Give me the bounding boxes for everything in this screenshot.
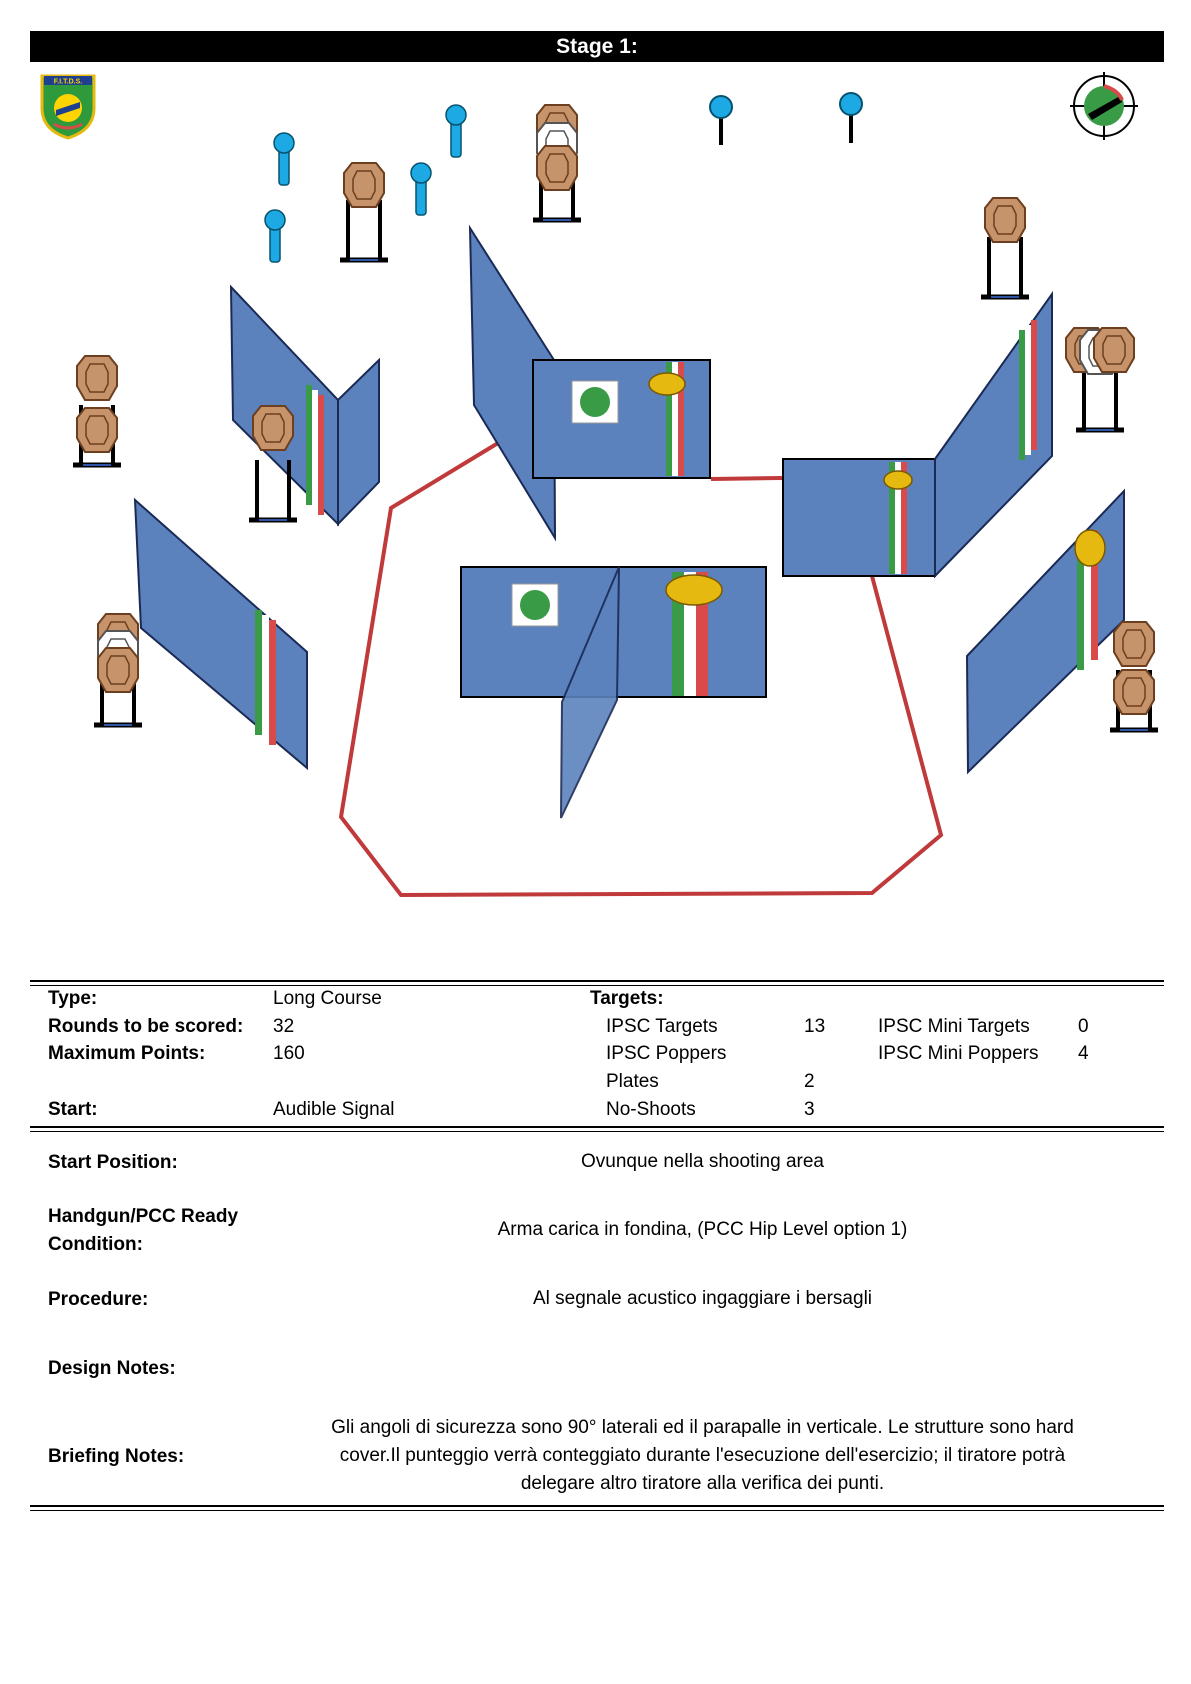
mini-poppers-value: 4 xyxy=(1078,1043,1089,1064)
start-position-value: Ovunque nella shooting area xyxy=(581,1151,824,1172)
points-label: Maximum Points: xyxy=(48,1043,206,1064)
start-position-label: Start Position: xyxy=(48,1152,178,1173)
ready-label-line2: Condition: xyxy=(48,1234,143,1255)
briefing-line-1: Gli angoli di sicurezza sono 90° laterali ed il parapalle in verticale. Le strutture sono hard xyxy=(331,1417,1074,1438)
target-right-lower xyxy=(1110,622,1158,730)
noshoots-label: No-Shoots xyxy=(606,1099,696,1120)
popper-2 xyxy=(265,210,285,262)
target-left-mid xyxy=(249,406,297,520)
target-group-top-center xyxy=(533,105,581,220)
procedure-label: Procedure: xyxy=(48,1289,149,1310)
wall-right-box xyxy=(783,459,935,576)
noshoots-value: 3 xyxy=(804,1099,815,1120)
start-label: Start: xyxy=(48,1099,98,1120)
mini-poppers-label: IPSC Mini Poppers xyxy=(878,1043,1039,1064)
wall-left-lower xyxy=(135,500,307,768)
popper-3 xyxy=(446,105,466,157)
mini-targets-value: 0 xyxy=(1078,1016,1089,1037)
svg-text:F.I.T.D.S.: F.I.T.D.S. xyxy=(53,78,83,86)
plate-1 xyxy=(710,96,732,145)
briefing-line-3: delegare altro tiratore alla verifica dei punti. xyxy=(520,1473,885,1494)
type-value: Long Course xyxy=(273,988,382,1009)
mini-targets-label: IPSC Mini Targets xyxy=(878,1016,1030,1037)
wall-right-upper xyxy=(935,294,1052,576)
plate-2 xyxy=(840,93,862,143)
ipsc-targets-value: 13 xyxy=(804,1016,826,1037)
targets-label: Targets: xyxy=(590,988,664,1009)
ipsc-targets-label: IPSC Targets xyxy=(606,1016,718,1037)
wall-left-upper-small xyxy=(338,360,379,524)
rounds-value: 32 xyxy=(273,1016,295,1037)
popper-1 xyxy=(274,133,294,185)
points-value: 160 xyxy=(273,1043,305,1064)
briefing-notes-label: Briefing Notes: xyxy=(48,1446,185,1467)
wall-right-lower xyxy=(967,491,1124,772)
plates-label: Plates xyxy=(606,1071,659,1092)
procedure-value: Al segnale acustico ingaggiare i bersagli xyxy=(532,1288,873,1309)
rounds-label: Rounds to be scored: xyxy=(48,1016,244,1037)
target-left-pair xyxy=(73,356,121,465)
plates-value: 2 xyxy=(804,1071,815,1092)
ready-label-line1: Handgun/PCC Ready xyxy=(48,1206,239,1227)
popper-4 xyxy=(411,163,431,215)
wall-center-back xyxy=(533,360,710,478)
target-group-right xyxy=(1066,328,1134,430)
start-value: Audible Signal xyxy=(273,1099,395,1120)
briefing-line-2: cover.Il punteggio verrà conteggiato durante l'esecuzione dell'esercizio; il tiratore potrà xyxy=(339,1445,1066,1466)
target-right-top xyxy=(981,198,1029,297)
stage-title: Stage 1: xyxy=(30,31,1164,62)
type-label: Type: xyxy=(48,988,98,1009)
target-group-left-lower xyxy=(94,614,142,725)
ipsc-poppers-label: IPSC Poppers xyxy=(606,1043,727,1064)
target-top-left xyxy=(340,163,388,260)
design-notes-label: Design Notes: xyxy=(48,1358,176,1379)
ready-value: Arma carica in fondina, (PCC Hip Level option 1) xyxy=(497,1219,908,1240)
